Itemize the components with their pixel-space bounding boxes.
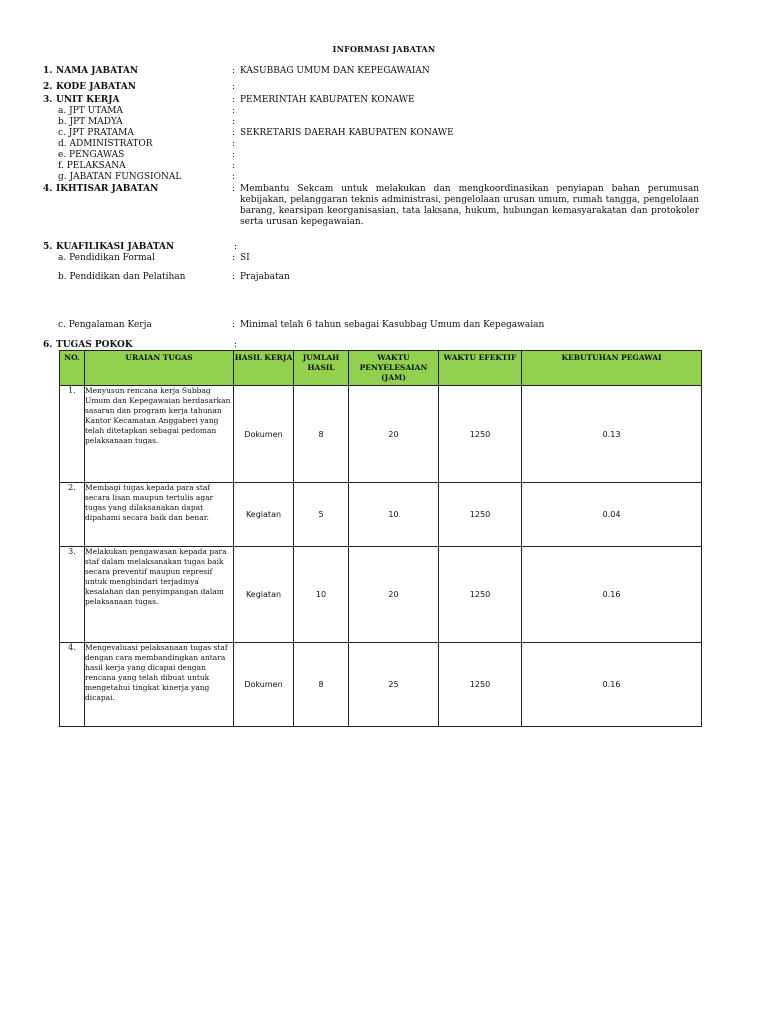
field-colon: : — [232, 272, 236, 282]
cell-no: 3. — [60, 547, 85, 643]
cell-no: 1. — [60, 386, 85, 483]
field-colon: : — [232, 184, 236, 194]
table-row — [60, 643, 702, 727]
cell-efektif: 1250 — [439, 386, 522, 483]
cell-hasil: Kegiatan — [234, 483, 294, 547]
cell-jumlah: 8 — [294, 386, 349, 483]
table-row — [60, 386, 702, 483]
subfield-label: c. Pengalaman Kerja — [58, 320, 152, 330]
subfield-label: g. JABATAN FUNGSIONAL — [58, 172, 182, 182]
field-colon: : — [232, 161, 236, 171]
cell-kebutuhan: 0.13 — [522, 386, 702, 483]
field-number: 2. — [43, 82, 53, 92]
subfield-label: f. PELAKSANA — [58, 161, 126, 171]
field-colon: : — [232, 66, 236, 76]
field-label: NAMA JABATAN — [56, 66, 139, 76]
cell-jumlah: 10 — [294, 547, 349, 643]
field-label: KUAFILIKASI JABATAN — [56, 242, 175, 252]
cell-hasil: Dokumen — [234, 386, 294, 483]
header-uraian: URAIAN TUGAS — [85, 351, 234, 386]
field-value: KASUBBAG UMUM DAN KEPEGAWAIAN — [240, 66, 430, 76]
field-number: 3. — [43, 95, 53, 105]
field-colon: : — [232, 106, 236, 116]
cell-uraian: Membagi tugas kepada para staf secara lisan maupun tertulis agar tugas yang dilaksanakan dapat dipahami secara baik dan benar. — [85, 483, 234, 547]
subfield-value: Prajabatan — [240, 272, 290, 282]
header-waktu-penyelesaian: WAKTU PENYELESAIAN (JAM) — [349, 351, 439, 386]
header-jumlah-hasil: JUMLAH HASIL — [294, 351, 349, 386]
cell-hasil: Dokumen — [234, 643, 294, 727]
cell-waktu: 20 — [349, 386, 439, 483]
ikhtisar-text: Membantu Sekcam untuk melakukan dan mengkoordinasikan penyiapan bahan perumusan kebijakan, pelanggaran teknis administrasi, pengelolaan urusan umum, rumah tangga, pengelolaan barang, kearsipan keorganisasian, tata laksana, hukum, hubungan kemasyarakatan dan protokoler serta urusan kepegawaian. — [240, 184, 699, 227]
subfield-label: b. JPT MADYA — [58, 117, 123, 127]
field-label: UNIT KERJA — [56, 95, 120, 105]
subfield-label: d. ADMINISTRATOR — [58, 139, 153, 149]
field-number: 6. — [43, 340, 53, 350]
cell-no: 2. — [60, 483, 85, 547]
field-label: TUGAS POKOK — [56, 340, 133, 350]
table-row — [60, 483, 702, 547]
table-header-row — [60, 351, 702, 386]
subfield-value: SI — [240, 253, 250, 263]
field-colon: : — [232, 172, 236, 182]
field-number: 5. — [43, 242, 53, 252]
field-colon: : — [234, 340, 238, 350]
field-colon: : — [232, 253, 236, 263]
subfield-label: a. Pendidikan Formal — [58, 253, 155, 263]
cell-waktu: 20 — [349, 547, 439, 643]
cell-efektif: 1250 — [439, 483, 522, 547]
field-colon: : — [232, 128, 236, 138]
cell-uraian: Menyusun rencana kerja Subbag Umum dan Kepegawaian berdasarkan sasaran dan program kerja tahunan Kantor Kecamatan Anggaberi yang telah ditetapkan sebagai pedoman pelaksanaan tugas. — [85, 386, 234, 483]
header-hasil-kerja: HASIL KERJA — [234, 351, 294, 386]
subfield-value: SEKRETARIS DAERAH KABUPATEN KONAWE — [240, 128, 454, 138]
field-label: KODE JABATAN — [56, 82, 136, 92]
field-colon: : — [232, 150, 236, 160]
cell-waktu: 10 — [349, 483, 439, 547]
field-colon: : — [232, 320, 236, 330]
subfield-label: c. JPT PRATAMA — [58, 128, 134, 138]
field-colon: : — [232, 95, 236, 105]
table-row — [60, 547, 702, 643]
subfield-label: a. JPT UTAMA — [58, 106, 123, 116]
cell-jumlah: 8 — [294, 643, 349, 727]
field-number: 4. — [43, 184, 53, 194]
cell-efektif: 1250 — [439, 547, 522, 643]
field-colon: : — [234, 242, 238, 252]
cell-kebutuhan: 0.16 — [522, 643, 702, 727]
header-waktu-efektif: WAKTU EFEKTIF — [439, 351, 522, 386]
cell-kebutuhan: 0.04 — [522, 483, 702, 547]
cell-kebutuhan: 0.16 — [522, 547, 702, 643]
cell-jumlah: 5 — [294, 483, 349, 547]
subfield-value: Minimal telah 6 tahun sebagai Kasubbag Umum dan Kepegawaian — [240, 320, 545, 330]
field-colon: : — [232, 117, 236, 127]
cell-uraian: Mengevaluasi pelaksanaan tugas staf dengan cara membandingkan antara hasil kerja yang dicapai dengan rencana yang telah dibuat untuk mengetahui tingkat kinerja yang dicapai. — [85, 643, 234, 727]
header-no: NO. — [60, 351, 85, 386]
cell-hasil: Kegiatan — [234, 547, 294, 643]
field-colon: : — [232, 139, 236, 149]
cell-waktu: 25 — [349, 643, 439, 727]
cell-no: 4. — [60, 643, 85, 727]
header-kebutuhan-pegawai: KEBUTUHAN PEGAWAI — [522, 351, 702, 386]
field-number: 1. — [43, 66, 53, 76]
subfield-label: b. Pendidikan dan Pelatihan — [58, 272, 186, 282]
field-colon: : — [232, 82, 236, 92]
document-title: INFORMASI JABATAN — [332, 44, 436, 54]
field-label: IKHTISAR JABATAN — [56, 184, 159, 194]
subfield-label: e. PENGAWAS — [58, 150, 125, 160]
tugas-pokok-table — [59, 350, 702, 727]
cell-uraian: Melakukan pengawasan kepada para staf dalam melaksanakan tugas baik secara preventif maupun represif untuk menghindari terjadinya kesalahan dan penyimpangan dalam pelaksanaan tugas. — [85, 547, 234, 643]
field-value: PEMERINTAH KABUPATEN KONAWE — [240, 95, 415, 105]
cell-efektif: 1250 — [439, 643, 522, 727]
